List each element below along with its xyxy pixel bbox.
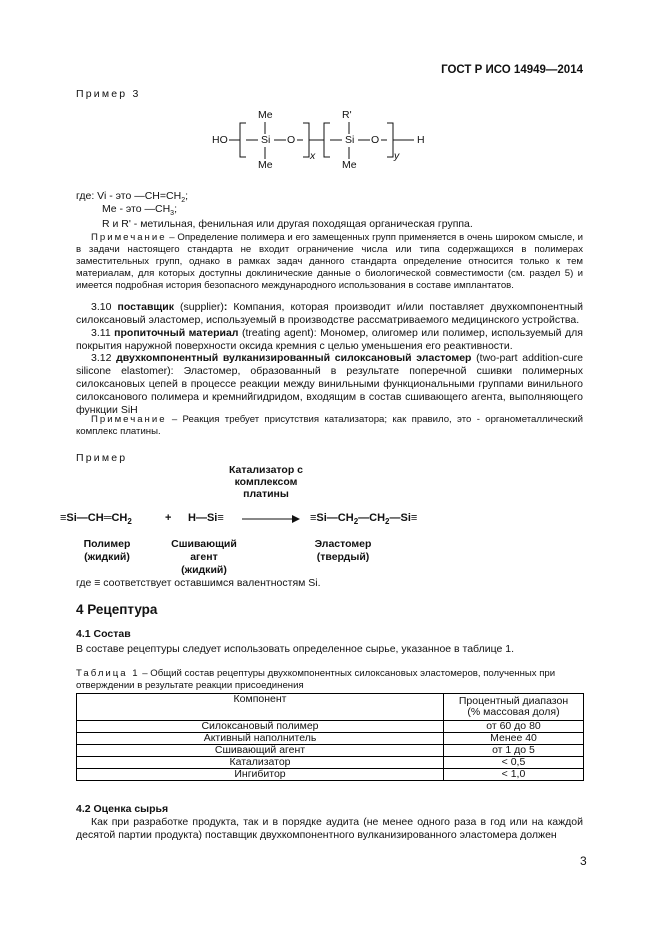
section-4-1-title: 4.1 Состав [76, 628, 131, 640]
section-4-2-title: 4.2 Оценка сырья [76, 803, 169, 815]
formula-o1: O [287, 134, 296, 146]
valence-note: где ≡ соответствует оставшимся валентностям Si. [76, 577, 321, 589]
reaction-arrow-icon [240, 514, 302, 524]
formula-h: H [417, 134, 425, 146]
formula-subscript-x: x [310, 150, 316, 162]
table-cell-component: Силоксановый полимер [77, 721, 444, 733]
example-label: Пример [76, 452, 128, 464]
definition-3-10: 3.10 поставщик (supplier): Компания, которая производит и/или поставляет двухкомпонентный силоксановый эластомер, используемый в производстве рассматриваемого медицинского устройства. [76, 301, 583, 326]
table-cell-range: < 1,0 [444, 769, 584, 781]
formula-me-top: Me [258, 109, 273, 121]
reaction-reactant1: $\equiv Si—CH═CH_2$ [60, 512, 132, 527]
example3-label: Пример 3 [76, 88, 141, 100]
reaction-product: $\equiv Si—CH_2—CH_2—Si\equiv$ [310, 512, 418, 527]
formula-r-top: R' [342, 109, 352, 121]
section-4-1-text: В составе рецептуры следует использовать определенное сырье, указанное в таблице 1. [76, 643, 515, 655]
label-elastomer: Эластомер (твердый) [314, 538, 372, 563]
table-cell-component: Катализатор [77, 757, 444, 769]
table-cell-range: Менее 40 [444, 733, 584, 745]
definition-3-11: 3.11 пропиточный материал (treating agent): Мономер, олигомер или полимер, используемый для покрытия наружной поверхности оксида кремния с целью уменьшения его реактивности. [76, 327, 583, 352]
formula-me-bottom2: Me [342, 159, 357, 171]
formula-si2: Si [345, 134, 355, 146]
table-cell-component: Активный наполнитель [77, 733, 444, 745]
table-row [77, 757, 584, 769]
section-4-title: 4 Рецептура [76, 602, 158, 617]
where-line-vi: где: Vi - это $—CH=CH_2$; [76, 190, 189, 205]
table-cell-component: Сшивающий агент [77, 745, 444, 757]
label-crosslinker: Сшивающий агент (жидкий) [171, 538, 237, 576]
table-row [77, 721, 584, 733]
definition-3-12: 3.12 двухкомпонентный вулканизированный силоксановый эластомер (two-part addition-cure silicone elastomer): Эластомер, образованный в результате поперечной сшивки полимерных силоксановых цепей в процессе реакции между винильными функциональными группами винильного силоксанового полимера и кремнийгидридом, входящим в состав сшивающего агента, выполняющего функции SiH [76, 352, 583, 416]
table-1-caption: Таблица 1 – Общий состав рецептуры двухкомпонентных силоксановых эластомеров, полученных при отверждении в результате реакции присоединения [76, 668, 556, 691]
table-header-component: Компонент [77, 694, 444, 721]
page-number: 3 [580, 854, 587, 868]
formula-o2: O [371, 134, 380, 146]
label-polymer: Полимер (жидкий) [83, 538, 131, 563]
table-row [77, 769, 584, 781]
reaction-plus: + [165, 512, 172, 524]
section-4-2-text: Как при разработке продукта, так и в порядке аудита (не менее одного раза в год или на каждой десятой партии продукта) поставщик двухкомпонентного вулканизированного эластомера должен [76, 816, 583, 841]
formula-ho: HO [212, 134, 228, 146]
table-1 [76, 693, 584, 781]
formula-me-bottom: Me [258, 159, 273, 171]
where-line-r: R и R' - метильная, фенильная или другая походящая органическая группа. [102, 218, 473, 230]
formula-subscript-y: y [394, 150, 400, 162]
table-header-range: Процентный диапазон (% массовая доля) [444, 694, 584, 721]
formula-si1: Si [261, 134, 271, 146]
structural-formula [200, 105, 430, 175]
formula-bonds [200, 105, 430, 175]
table-cell-component: Ингибитор [77, 769, 444, 781]
where-line-me: Me - это $—CH_3$; [102, 203, 177, 218]
table-header-row [77, 694, 584, 721]
note-definition-polymer: Примечание – Определение полимера и его замещенных групп применяется в очень широком смысле, и в задачи настоящего стандарта не входит ограничение числа или типа содержащихся в полимерах заместительных групп, однако в рамках задач данного стандарта определение относится только к тем материалам, для которых доступны доклинические данные о биологической совместимости (см. раздел 5) и имеется подробная история безопасного международного использования в составе имплантатов. [76, 232, 583, 291]
note-reaction-catalyst: Примечание – Реакция требует присутствия катализатора; как правило, это - органометаллический комплекс платины. [76, 414, 583, 437]
table-row [77, 733, 584, 745]
table-cell-range: < 0,5 [444, 757, 584, 769]
table-row [77, 745, 584, 757]
document-standard-number: ГОСТ Р ИСО 14949—2014 [441, 64, 583, 76]
catalyst-label: Катализатор с комплексом платины [229, 464, 303, 500]
reaction-reactant2: H—Si≡ [188, 512, 224, 524]
table-cell-range: от 60 до 80 [444, 721, 584, 733]
table-cell-range: от 1 до 5 [444, 745, 584, 757]
